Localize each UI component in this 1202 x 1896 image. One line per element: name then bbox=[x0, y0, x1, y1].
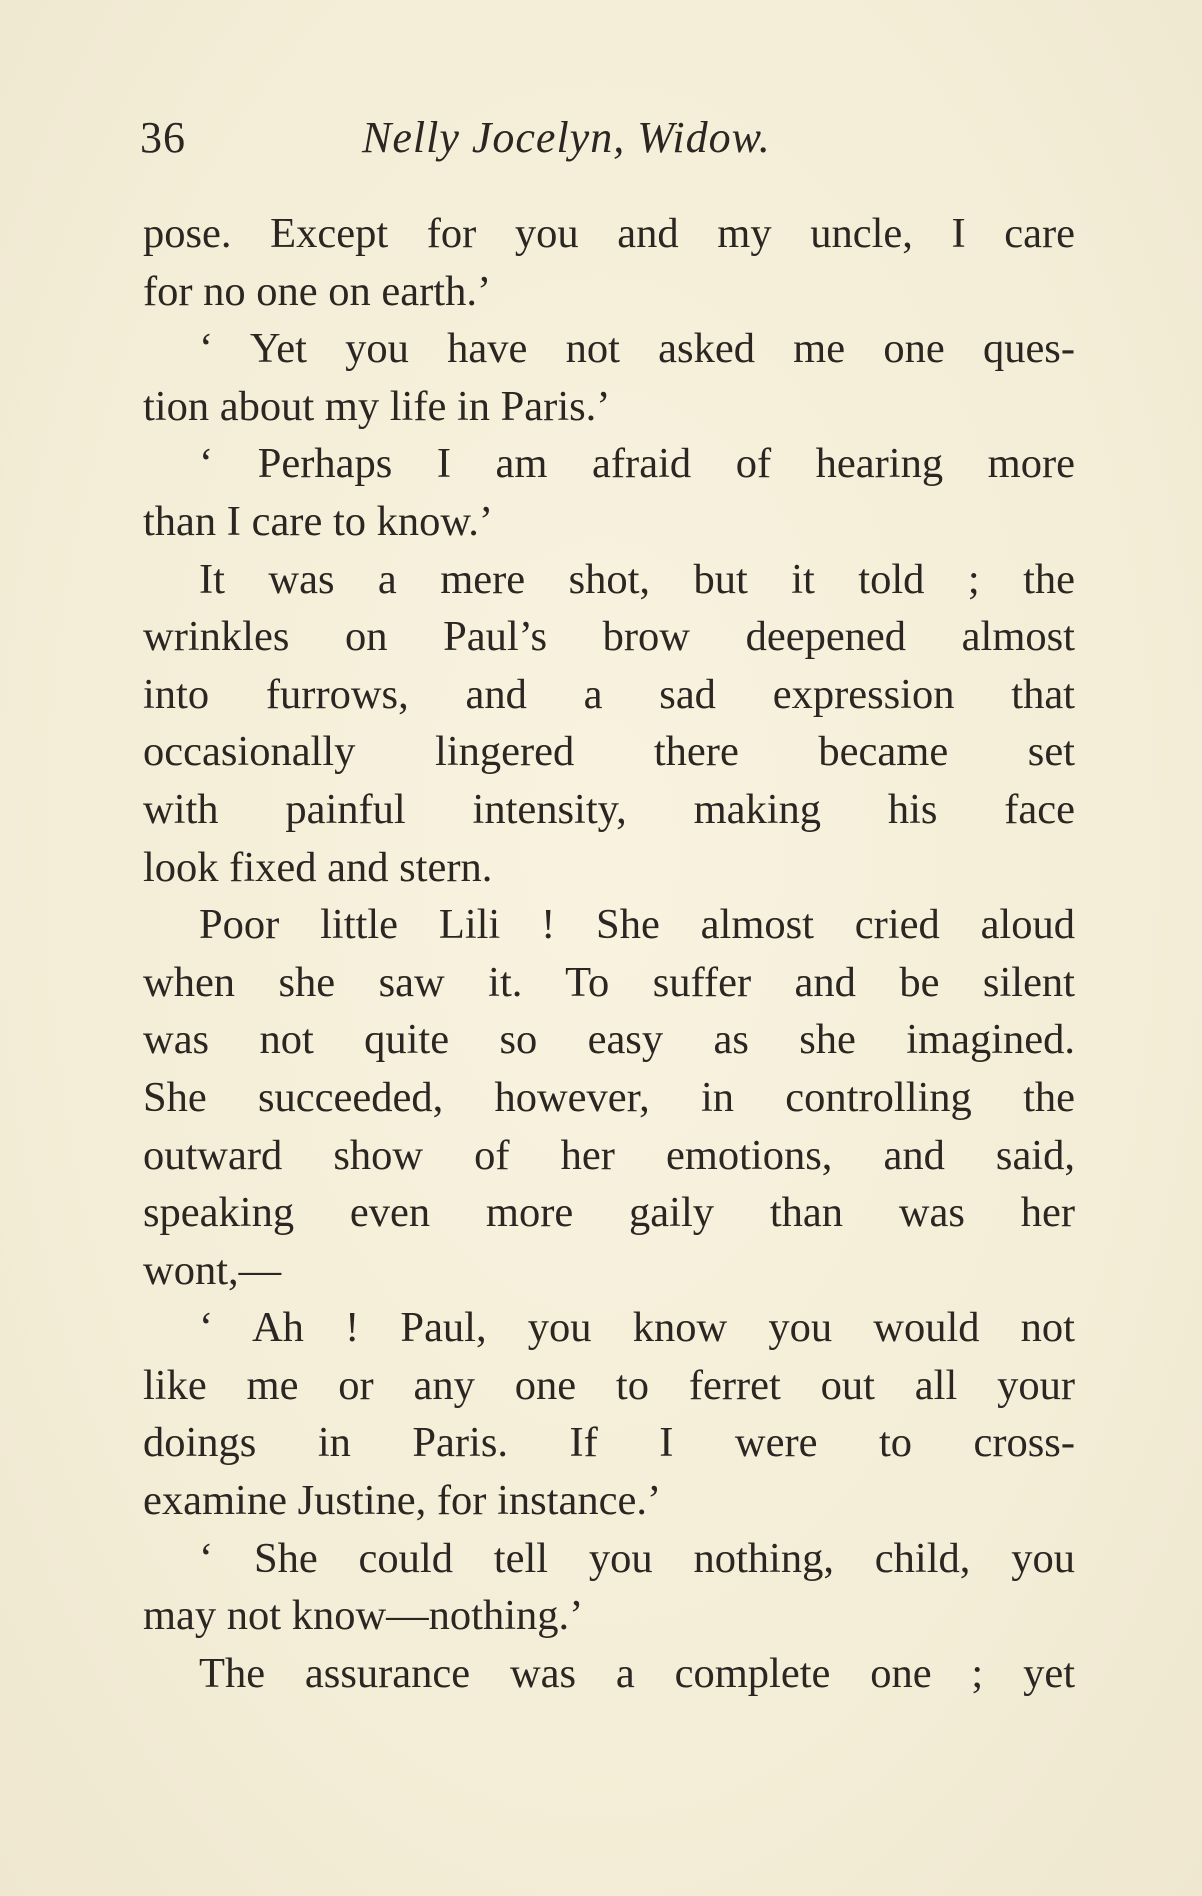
text-line: may not know—nothing.’ bbox=[143, 1592, 584, 1640]
body-text bbox=[143, 205, 1075, 1702]
text-line: wont,— bbox=[143, 1246, 282, 1294]
text-line: It was a mere shot, but it told ; the bbox=[199, 555, 1075, 603]
page-number: 36 bbox=[140, 113, 186, 162]
text-line: speaking even more gaily than was her bbox=[143, 1189, 1075, 1237]
text-line: ‘ Yet you have not asked me one ques- bbox=[199, 325, 1075, 373]
text-line: ‘ Ah ! Paul, you know you would not bbox=[199, 1304, 1075, 1352]
running-title: Nelly Jocelyn, Widow. bbox=[362, 113, 771, 162]
text-line: outward show of her emotions, and said, bbox=[143, 1131, 1075, 1179]
text-line: than I care to know.’ bbox=[143, 497, 494, 545]
text-line: Poor little Lili ! She almost cried aloud bbox=[199, 901, 1075, 949]
text-line: was not quite so easy as she imagined. bbox=[143, 1016, 1075, 1064]
text-line: ‘ She could tell you nothing, child, you bbox=[199, 1534, 1075, 1582]
text-line: She succeeded, however, in controlling the bbox=[143, 1073, 1075, 1121]
text-line: wrinkles on Paul’s brow deepened almost bbox=[143, 613, 1075, 661]
text-line: into furrows, and a sad expression that bbox=[143, 670, 1075, 718]
text-line: for no one on earth.’ bbox=[143, 267, 492, 315]
text-line: ‘ Perhaps I am afraid of hearing more bbox=[199, 440, 1075, 488]
text-line: pose. Except for you and my uncle, I care bbox=[143, 210, 1075, 257]
text-line: look fixed and stern. bbox=[143, 843, 493, 891]
page-header bbox=[140, 108, 1070, 168]
text-line: The assurance was a complete one ; yet bbox=[199, 1649, 1075, 1697]
text-line: with painful intensity, making his face bbox=[143, 785, 1075, 833]
text-line: doings in Paris. If I were to cross- bbox=[143, 1419, 1075, 1467]
text-line: examine Justine, for instance.’ bbox=[143, 1477, 662, 1525]
text-line: like me or any one to ferret out all your bbox=[143, 1361, 1075, 1409]
text-line: occasionally lingered there became set bbox=[143, 728, 1075, 776]
text-line: tion about my life in Paris.’ bbox=[143, 382, 611, 430]
text-line: when she saw it. To suffer and be silent bbox=[143, 958, 1075, 1006]
